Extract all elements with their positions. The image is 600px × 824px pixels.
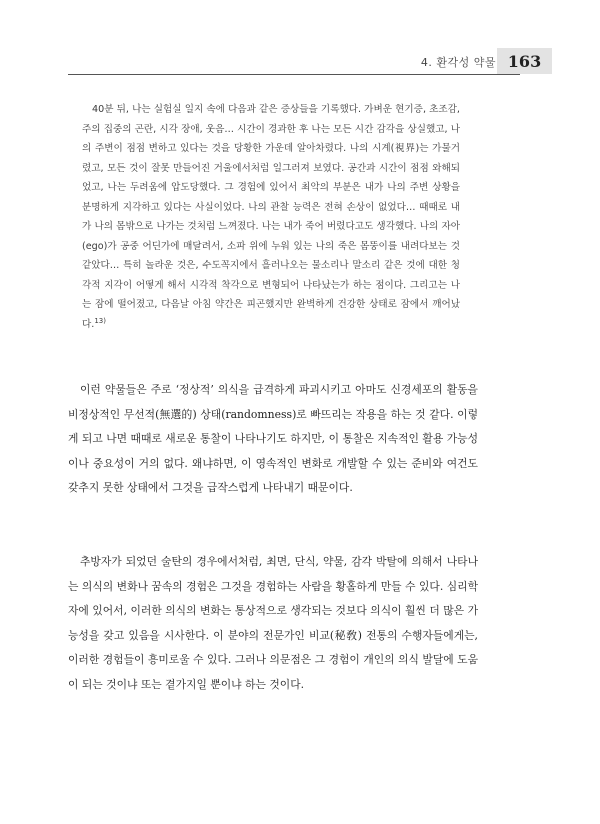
header-rule	[68, 74, 520, 75]
block-quote-text: 40분 뒤, 나는 실험실 일지 속에 다음과 같은 증상들을 기록했다. 가벼운 현기증, 초조감, 주의 집중의 곤란, 시각 장애, 웃음… 시간이 경과한 후 나는 모든 시간 감각을 상실했고, 나의 주변이 점점 변하고 있다는 것을 당황한 가운데 알아차렸다. 나의 시계(視界)는 가물거렸고, 모든 것이 잘못 만들어진 거울에서처럼 일그러져 보였다. 공간과 시간이 점점 와해되었고, 나는 두려움에 압도당했다. 그 경험에 있어서 최악의 부분은 내가 나의 주변 상황을 분명하게 지각하고 있다는 사실이었다. 나의 관찰 능력은 전혀 손상이 없었다… 때때로 내가 나의 몸밖으로 나가는 것처럼 느껴졌다. 나는 내가 죽어 버렸다고도 생각했다. 나의 자아(ego)가 공중 어딘가에 매달려서, 소파 위에 누워 있는 나의 죽은 몸뚱이를 내려다보는 것 같았다… 특히 놀라운 것은, 수도꼭지에서 흘러나오는 물소리나 말소리 같은 것에 대한 청각적 지각이 어떻게 해서 시각적 착각으로 변형되어 나타났는가 하는 점이다. 그리고는 나는 잠에 떨어졌고, 다음날 아침 약간은 피곤했지만 완벽하게 건강한 상태로 잠에서 깨어났다.	[82, 104, 460, 330]
body-paragraph-1: 이런 약물들은 주로 ‘정상적’ 의식을 급격하게 파괴시키고 아마도 신경세포의 활동을 비정상적인 무선적(無選的) 상태(randomness)로 빠뜨리는 작용을 하는 것 같다. 이렇게 되고 나면 때때로 새로운 통찰이 나타나기도 하지만, 이 통찰은 지속적인 활용 가능성이나 중요성이 거의 없다. 왜냐하면, 이 영속적인 변화로 개발할 수 있는 준비와 여건도 갖추지 못한 상태에서 그것을 급작스럽게 나타내기 때문이다.	[68, 383, 478, 495]
running-header-chapter: 4. 환각성 약물	[420, 56, 496, 69]
footnote-marker: 13)	[94, 316, 106, 325]
block-quote	[82, 100, 460, 334]
body-paragraph-2: 추방자가 되었던 술탄의 경우에서처럼, 최면, 단식, 약물, 감각 박탈에 의해서 나타나는 의식의 변화나 꿈속의 경험은 그것을 경험하는 사람을 황홀하게 만들 수 있다. 심리학자에 있어서, 이러한 의식의 변화는 통상적으로 생각되는 것보다 의식이 훨씬 더 많은 가능성을 갖고 있음을 시사한다. 이 분야의 전문가인 비교(秘敎) 전통의 수행자들에게는, 이러한 경험들이 흥미로울 수 있다. 그러나 의문점은 그 경험이 개인의 의식 발달에 도움이 되는 것이냐 또는 곁가지일 뿐이냐 하는 것이다.	[68, 555, 478, 691]
page-number-tab	[497, 48, 552, 74]
page-number: 163	[507, 51, 542, 71]
